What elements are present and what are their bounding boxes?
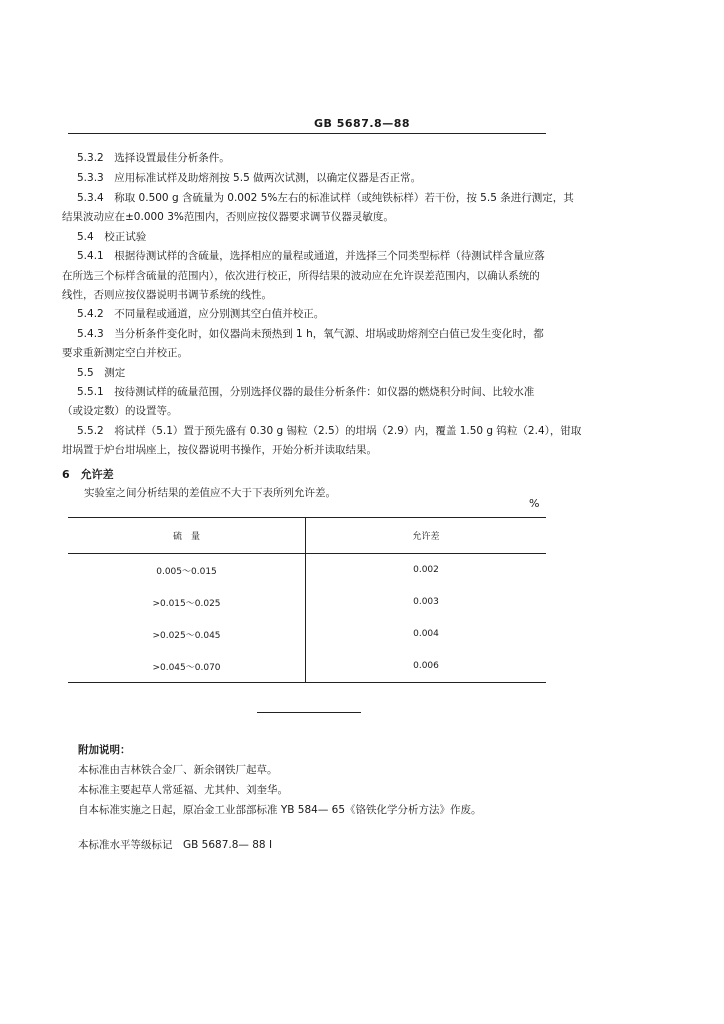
note-line: 本标准主要起草人常延福、尤其仲、刘奎华。 (78, 784, 288, 796)
column-header-sulfur: 硫 量 (68, 518, 306, 554)
table-header-row (68, 518, 546, 554)
sulfur-range-cell: >0.025～0.045 (68, 618, 306, 650)
clause-5-3-2: 5.3.2 选择设置最佳分析条件。 (77, 152, 230, 164)
clause-5-4-1-cont-1: 在所选三个标样含硫量的范围内），依次进行校正，所得结果的波动应在允许误差范围内，以确认系统的 (62, 270, 540, 282)
clause-5-5-title: 5.5 测定 (77, 367, 126, 379)
clause-5-5-1-cont: （或设定数）的设置等。 (62, 405, 178, 417)
note-line: 本标准由吉林铁合金厂、新余钢铁厂起草。 (78, 764, 278, 776)
section-6-title: 6 允许差 (62, 468, 114, 481)
clause-5-4-1: 5.4.1 根据待测试样的含硫量，选择相应的量程或通道，并选择三个同类型标样（待测试样含量应落 (77, 250, 545, 262)
header-rule (68, 133, 546, 134)
clause-5-4-3: 5.4.3 当分析条件变化时，如仪器尚未预热到 1 h，氧气源、坩埚或助熔剂空白值已发生变化时，都 (77, 328, 544, 340)
table-row (68, 586, 546, 618)
sulfur-range-cell: >0.015～0.025 (68, 586, 306, 618)
clause-5-3-4-cont: 结果波动应在±0.000 3%范围内，否则应按仪器要求调节仪器灵敏度。 (62, 211, 394, 223)
clause-5-4-1-cont-2: 线性，否则应按仪器说明书调节系统的线性。 (62, 289, 272, 301)
grade-mark: 本标准水平等级标记 GB 5687.8— 88 I (78, 839, 273, 851)
notes-title: 附加说明： (78, 744, 131, 756)
tolerance-table (68, 517, 546, 683)
tolerance-cell: 0.003 (413, 597, 439, 607)
sulfur-range-cell: >0.045～0.070 (68, 650, 306, 683)
table-row (68, 554, 546, 587)
section-6-intro: 实验室之间分析结果的差值应不大于下表所列允许差。 (84, 487, 336, 499)
note-line: 自本标准实施之日起，原冶金工业部部标准 YB 584— 65《铬铁化学分析方法》作废。 (78, 804, 482, 816)
clause-5-5-1: 5.5.1 按待测试样的硫量范围，分别选择仪器的最佳分析条件：如仪器的燃烧积分时间、比较水准 (77, 386, 535, 398)
table-row (68, 618, 546, 650)
table-row (68, 650, 546, 683)
end-rule (257, 712, 361, 713)
clause-5-4-2: 5.4.2 不同量程或通道，应分别测其空白值并校正。 (77, 308, 325, 320)
document-header: GB 5687.8—88 (314, 117, 410, 130)
clause-5-5-2: 5.5.2 将试样（5.1）置于预先盛有 0.30 g 锡粒（2.5）的坩埚（2.9）内，覆盖 1.50 g 钨粒（2.4），钳取 (77, 425, 582, 437)
tolerance-cell: 0.004 (413, 629, 439, 639)
clause-5-3-4: 5.3.4 称取 0.500 g 含硫量为 0.002 5%左右的标准试样（或纯铁标样）若干份，按 5.5 条进行测定，其 (77, 192, 574, 204)
tolerance-cell: 0.006 (306, 650, 547, 683)
clause-5-3-3: 5.3.3 应用标准试样及助熔剂按 5.5 做两次试测，以确定仪器是否正常。 (77, 172, 422, 184)
tolerance-cell: 0.002 (413, 565, 439, 575)
unit-label: % (529, 497, 540, 510)
clause-5-4-3-cont: 要求重新测定空白并校正。 (62, 347, 188, 359)
column-header-tolerance: 允许差 (306, 518, 547, 554)
clause-5-5-2-cont: 坩埚置于炉台坩埚座上，按仪器说明书操作，开始分析并读取结果。 (62, 444, 377, 456)
sulfur-range-cell: 0.005～0.015 (68, 554, 306, 587)
clause-5-4-title: 5.4 校正试验 (77, 231, 147, 243)
